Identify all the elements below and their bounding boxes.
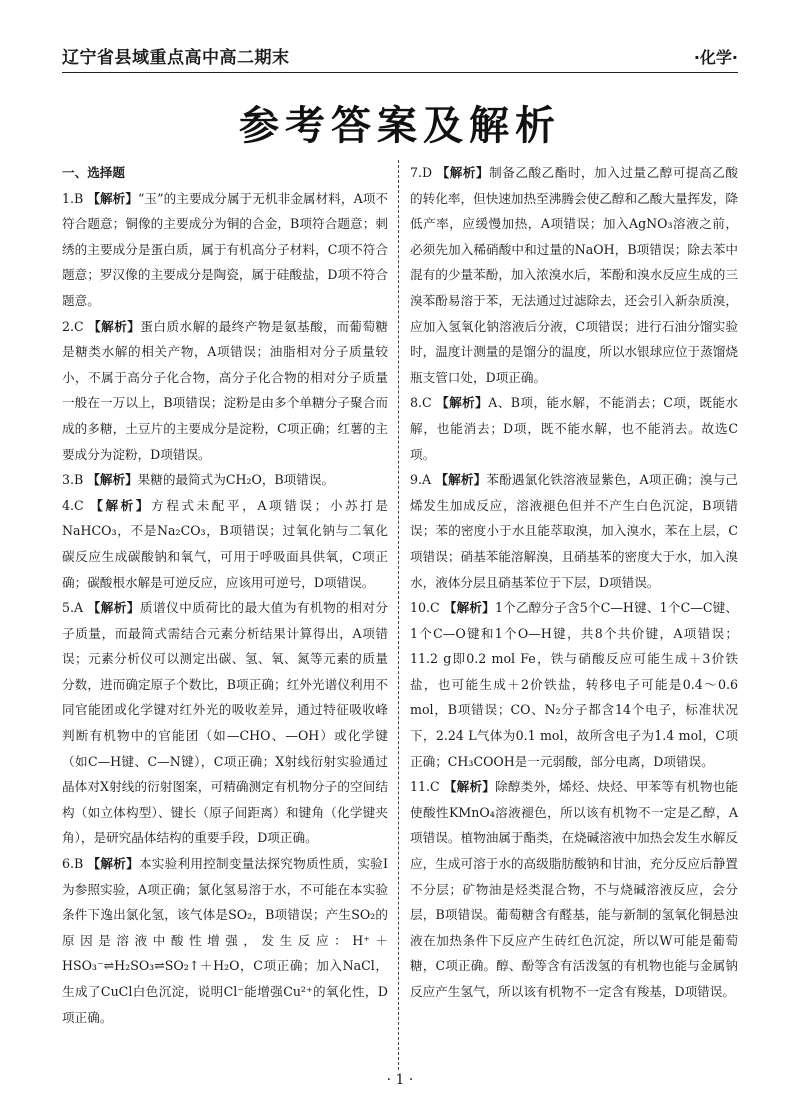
column-divider bbox=[398, 160, 399, 1070]
page-title: 参考答案及解析 bbox=[239, 103, 561, 149]
answer-item-5 bbox=[62, 595, 388, 851]
answer-text: 本实验利用控制变量法探究物质性质，实验Ⅰ为参照实验，A项正确；氯化氢易溶于水，不可能在本实验条件下逸出氯化氢，该气体是SO₂，B项错误；产生SO₂的原因是溶液中酸性增强，发生反应：H⁺＋HSO₃⁻⇌H₂SO₃⇌SO₂↑＋H₂O，C项正确；加入NaCl，生成了CuCl白色沉淀，说明Cl⁻能增强Cu²⁺的氧化性，D项正确。 bbox=[62, 856, 388, 1025]
right-column bbox=[410, 160, 738, 1005]
answer-number: 9.A bbox=[410, 472, 432, 488]
analysis-tag: 【解析】 bbox=[436, 165, 490, 180]
answer-item-4 bbox=[62, 493, 388, 595]
answer-number: 11.C bbox=[410, 779, 440, 795]
answer-number: 1.B bbox=[62, 190, 84, 206]
page-header bbox=[62, 40, 738, 73]
answer-number: 3.B bbox=[62, 472, 84, 488]
answer-number: 5.A bbox=[62, 600, 84, 616]
answer-item-10 bbox=[410, 595, 738, 774]
answer-text: A、B项，能水解，不能消去；C项，既能水解，也能消去；D项，既不能水解，也不能消去。故选C项。 bbox=[410, 395, 738, 462]
answer-item-1 bbox=[62, 186, 388, 314]
answer-number: 10.C bbox=[410, 600, 440, 616]
answer-text: 蛋白质水解的最终产物是氨基酸，而葡萄糖是糖类水解的相关产物，A项错误；油脂相对分子质量较小，不属于高分子化合物，高分子化合物的相对分子质量一般在一万以上，B项错误；淀粉是由多个单糖分子聚合而成的多糖，土豆片的主要成分是淀粉，C项正确；红薯的主要成分为淀粉，D项错误。 bbox=[62, 318, 388, 462]
answer-text: “玉”的主要成分属于无机非金属材料，A项不符合题意；铜像的主要成分为铜的合金，B项符合题意；刺绣的主要成分是蛋白质，属于有机高分子材料，C项不符合题意；罗汉像的主要成分是陶瓷，属于硅酸盐，D项不符合题意。 bbox=[62, 190, 388, 308]
answer-number: 4.C bbox=[62, 497, 84, 513]
answer-text: 除醇类外，烯烃、炔烃、甲苯等有机物也能使酸性KMnO₄溶液褪色，所以该有机物不一定是乙醇，A项错误。植物油属于酯类，在烧碱溶液中加热会发生水解反应，生成可溶于水的高级脂肪酸钠和甘油，充分反应后静置不分层；矿物油是烃类混合物，不与烧碱溶液反应，会分层，B项错误。葡萄糖含有醛基，能与新制的氢氧化铜悬浊液在加热条件下反应产生砖红色沉淀，所以W可能是葡萄糖，C项正确。醇、酚等含有活泼氢的有机物也能与金属钠反应产生氢气，所以该有机物不一定含有羧基，D项错误。 bbox=[410, 779, 739, 999]
answer-item-9 bbox=[410, 467, 738, 595]
analysis-tag: 【解析】 bbox=[443, 600, 495, 616]
analysis-tag: 【解析】 bbox=[87, 856, 139, 872]
answer-number: 2.C bbox=[62, 318, 84, 334]
answer-item-2 bbox=[62, 314, 388, 468]
section-heading: 一、选择题 bbox=[62, 165, 125, 180]
analysis-tag: 【解析】 bbox=[443, 779, 496, 795]
analysis-tag: 【解析】 bbox=[87, 472, 138, 488]
answer-text: 苯酚遇氯化铁溶液显紫色，A项正确；溴与己烯发生加成反应，溶液褪色但并不产生白色沉淀，B项错误；苯的密度小于水且能萃取溴，加入溴水，苯在上层，C项错误；硝基苯能溶解溴，且硝基苯的密度大于水，加入溴水，液体分层且硝基苯位于下层，D项错误。 bbox=[410, 472, 738, 590]
answer-text: 果糖的最简式为CH₂O，B项错误。 bbox=[137, 472, 335, 488]
answer-text: 1个乙醇分子含5个C—H键、1个C—C键、1个C—O键和1个O—H键，共8个共价键，A项错误；11.2 g即0.2 mol Fe，铁与硝酸反应可能生成＋3价铁盐，也可能生成＋2价铁盐，转移电子可能是0.4～0.6 mol，B项错误；CO、N₂分子都含14个电子，标准状况下，2.24 L气体为0.1 mol，故所含电子为1.4 mol，C项正确；CH₃COOH是一元弱酸，部分电离，D项错误。 bbox=[410, 600, 738, 769]
analysis-tag: 【解析】 bbox=[436, 395, 489, 411]
analysis-tag: 【解析】 bbox=[87, 600, 140, 616]
answer-text: 方程式未配平，A项错误；小苏打是NaHCO₃，不是Na₂CO₃，B项错误；过氧化钠与二氧化碳反应生成碳酸钠和氧气，可用于呼吸面具供氧，C项正确；碳酸根水解是可逆反应，应该用可逆号，D项错误。 bbox=[62, 497, 388, 590]
left-column bbox=[62, 160, 388, 1030]
answer-text: 制备乙酸乙酯时，加入过量乙醇可提高乙酸的转化率，但快速加热至沸腾会使乙醇和乙酸大量挥发，降低产率，应缓慢加热，A项错误；加入AgNO₃溶液之前，必须先加入稀硝酸中和过量的NaOH，B项错误；除去苯中混有的少量苯酚，加入浓溴水后，苯酚和溴水反应生成的三溴苯酚易溶于苯，无法通过过滤除去，还会引入新杂质溴，应加入氢氧化钠溶液后分液，C项错误；进行石油分馏实验时，温度计测量的是馏分的温度，所以水银球应位于蒸馏烧瓶支管口处，D项正确。 bbox=[410, 165, 739, 385]
subject-label: ·化学· bbox=[693, 48, 738, 67]
answer-number: 6.B bbox=[62, 856, 84, 872]
answer-item-6 bbox=[62, 851, 388, 1030]
page-number: · 1 · bbox=[386, 1072, 414, 1088]
answer-item-7 bbox=[410, 160, 738, 390]
analysis-tag: 【解析】 bbox=[87, 190, 138, 206]
analysis-tag: 【解析】 bbox=[88, 318, 141, 334]
answer-item-8 bbox=[410, 390, 738, 467]
answer-number: 8.C bbox=[410, 395, 432, 411]
answer-text: 质谱仪中质荷比的最大值为有机物的相对分子质量，而最简式需结合元素分析结果计算得出，A项错误；元素分析仪可以测定出碳、氢、氧、氮等元素的质量分数，进而确定原子个数比，B项正确；红外光谱仪利用不同官能团或化学键对红外光的吸收差异，通过特征吸收峰判断有机物中的官能团（如—CHO、—OH）或化学键（如C—H键、C—N键），C项正确；X射线衍射实验通过晶体对X射线的衍射图案，可精确测定有机物分子的空间结构（如立体构型）、键长（原子间距离）和键角（化学键夹角），是研究晶体结构的重要手段，D项正确。 bbox=[62, 600, 389, 846]
analysis-tag: 【解析】 bbox=[435, 472, 487, 488]
answer-item-11 bbox=[410, 774, 738, 1004]
answer-number: 7.D bbox=[410, 165, 433, 180]
exam-title: 辽宁省县域重点高中高二期末 bbox=[62, 48, 290, 68]
analysis-tag: 【解析】 bbox=[90, 497, 152, 513]
answer-item-3 bbox=[62, 467, 388, 493]
